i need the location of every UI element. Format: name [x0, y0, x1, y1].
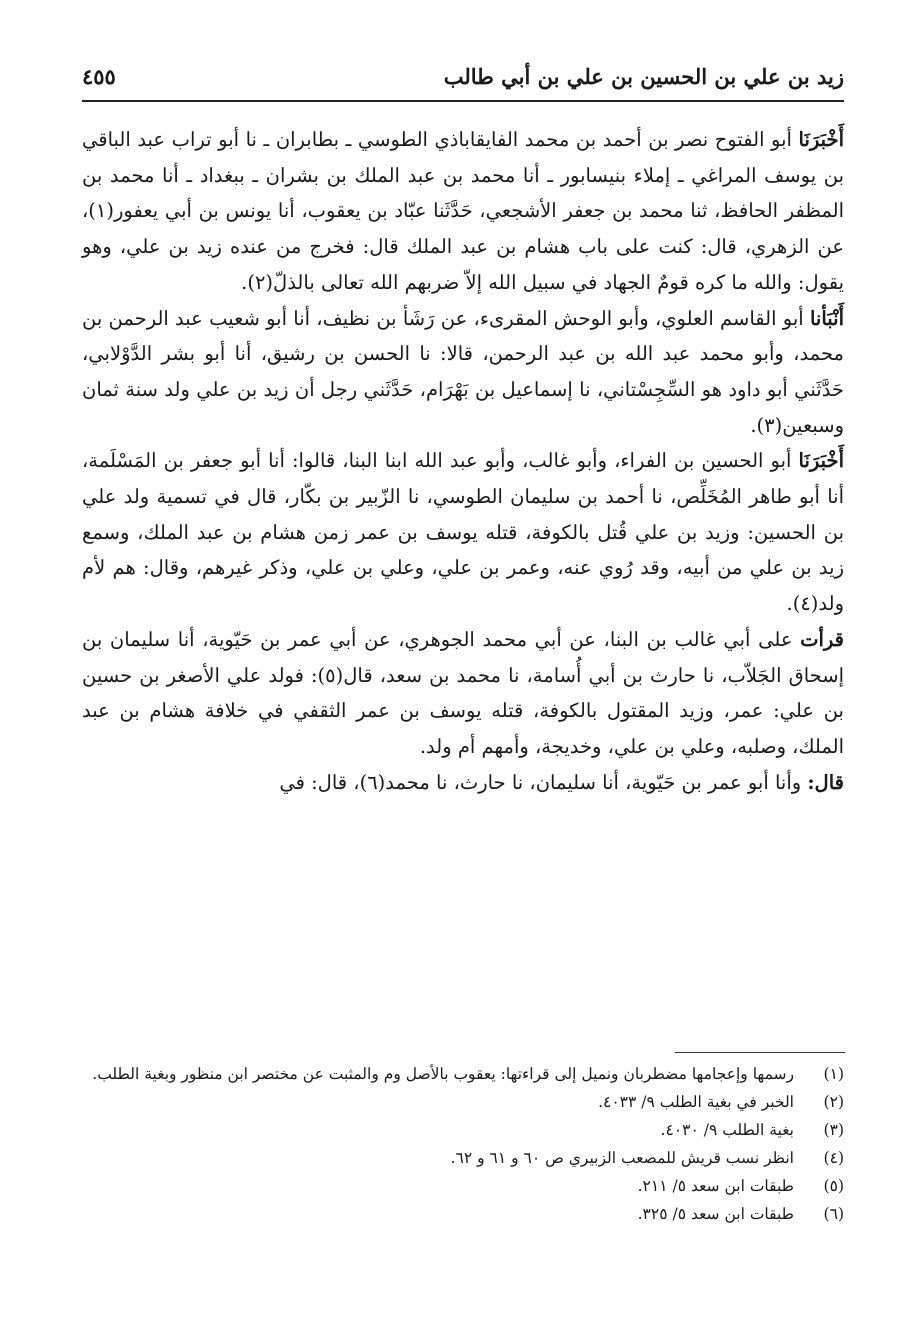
- footnote-text: طبقات ابن سعد ٥/ ٢١١.: [637, 1177, 794, 1195]
- paragraph-text: على أبي غالب بن البنا، عن أبي محمد الجوهري، عن أبي عمر بن حَيّوية، أنا سليمان بن إسحاق الجَلاّب، نا حارث بن أبي أُسامة، نا محمد بن سعد، قال(٥): فولد علي الأصغر بن حسين بن علي: عمر، وزيد المقتول بالكوفة، قتله يوسف بن عمر الثقفي في خلافة هشام بن عبد الملك، وصلبه، وعلي بن علي، وخديجة، وأمهم أم ولد.: [82, 627, 844, 758]
- footnote-text: الخبر في بغية الطلب ٩/ ٤٠٣٣.: [598, 1093, 794, 1111]
- paragraph-text: أبو القاسم العلوي، وأبو الوحش المقرىء، عن رَشَأ بن نظيف، أنا أبو شعيب عبد الرحمن بن محمد، وأبو محمد عبد الله بن عبد الرحمن، قالا: نا الحسن بن رشيق، أنا أبو بشر الدَّوْلابي، حَدَّثَني أبو داود هو السِّجِسْتاني، نا إسماعيل بن بَهْرَام، حَدَّثَني رجل أن زيد بن علي ولد سنة ثمان وسبعين(٣).: [82, 306, 844, 437]
- footnote-number: (٥): [823, 1177, 844, 1195]
- paragraph-lead-word: قرأت: [800, 627, 844, 651]
- paragraph: [82, 443, 844, 622]
- page-header: [82, 58, 844, 98]
- footnote-text: طبقات ابن سعد ٥/ ٣٢٥.: [637, 1205, 794, 1223]
- footnote-number: (١): [823, 1065, 844, 1083]
- paragraph: [82, 301, 844, 444]
- footnote-text: انظر نسب قريش للمصعب الزبيري ص ٦٠ و ٦١ و ٦٢.: [450, 1149, 794, 1167]
- paragraph: [82, 622, 844, 765]
- header-divider: [82, 100, 844, 102]
- footnotes: [82, 1060, 844, 1228]
- footnote-number: (٤): [823, 1149, 844, 1167]
- running-title: زيد بن علي بن الحسين بن علي بن أبي طالب: [443, 64, 844, 89]
- footnote-divider: [675, 1052, 845, 1053]
- footnote: [82, 1116, 844, 1144]
- paragraph-lead-word: أَخْبَرَنَا: [798, 449, 844, 473]
- paragraph-text: وأنا أبو عمر بن حَيّوية، أنا سليمان، نا حارث، نا محمد(٦)، قال: في: [279, 770, 808, 794]
- footnote: [82, 1144, 844, 1172]
- footnote: [82, 1200, 844, 1228]
- footnote: [82, 1088, 844, 1116]
- footnote-text: بغية الطلب ٩/ ٤٠٣٠.: [660, 1121, 794, 1139]
- paragraph-lead-word: أَخْبَرَنَا: [798, 128, 844, 151]
- paragraph-text: أبو الفتوح نصر بن أحمد بن محمد الفايقاباذي الطوسي ـ بطابران ـ نا أبو تراب عبد الباقي بن يوسف المراغي ـ إملاء بنيسابور ـ أنا محمد بن عبد الملك بن بشران ـ ببغداد ـ أنا محمد بن المظفر الحافظ، ثنا محمد بن جعفر الأشجعي، حَدَّثَنا عبّاد بن يعقوب، أنا يونس بن أبي يعفور(١)، عن الزهري، قال: كنت على باب هشام بن عبد الملك قال: فخرج من عنده زيد بن علي، وهو يقول: والله ما كره قومٌ الجهاد في سبيل الله إلاّ ضربهم الله تعالى بالذلّ(٢).: [82, 128, 844, 294]
- footnote-text: رسمها وإعجامها مضطربان ونميل إلى قراءتها: يعقوب بالأصل وم والمثبت عن مختصر ابن منظور وبغية الطلب.: [92, 1065, 794, 1083]
- page-number: ٤٥٥: [82, 64, 116, 89]
- footnote-number: (٢): [823, 1093, 844, 1111]
- footnote: [82, 1172, 844, 1200]
- footnote: [82, 1060, 844, 1088]
- paragraph: [82, 765, 844, 801]
- paragraph-lead-word: قال:: [807, 770, 844, 794]
- paragraph-text: أبو الحسين بن الفراء، وأبو غالب، وأبو عبد الله ابنا البنا، قالوا: أنا أبو جعفر بن المَسْلَمة، أنا أبو طاهر المُخَلِّص، نا أحمد بن سليمان الطوسي، نا الزّبير بن بكّار، قال في تسمية ولد علي بن الحسين: وزيد بن علي قُتل بالكوفة، قتله يوسف بن عمر زمن هشام بن عبد الملك، وسمع زيد بن علي من أبيه، وقد رُوي عنه، وعمر بن علي، وعلي بن علي، وذكر غيرهم، وقال: هم لأم ولد(٤).: [82, 449, 844, 616]
- paragraph: [82, 122, 844, 301]
- main-text: [82, 122, 844, 800]
- footnote-number: (٦): [823, 1205, 844, 1223]
- paragraph-lead-word: أَنْبَأنا: [809, 306, 844, 330]
- footnote-number: (٣): [823, 1121, 844, 1139]
